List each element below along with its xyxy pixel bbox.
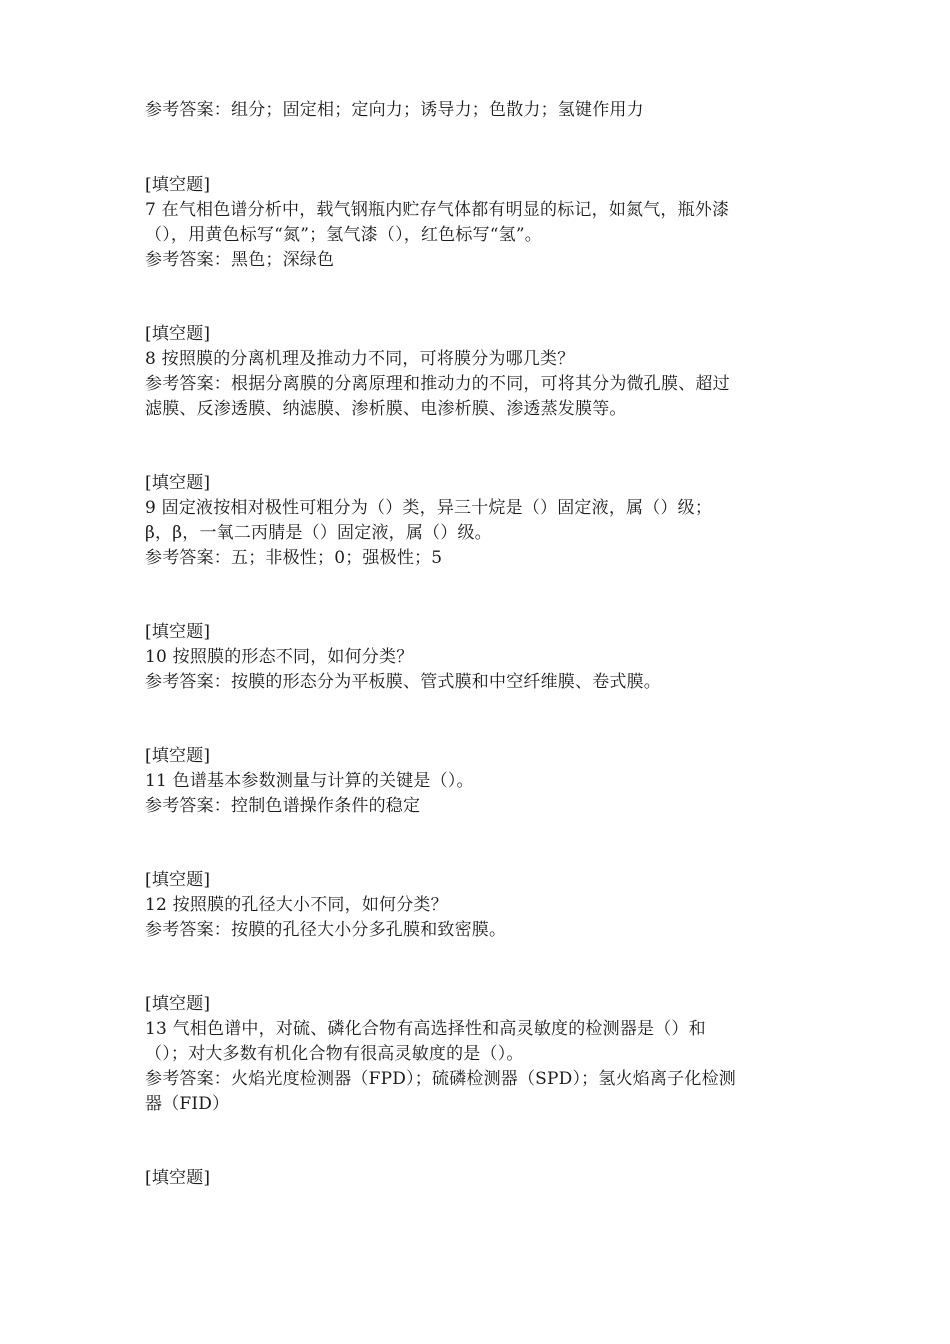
answer-text: 参考答案：五；非极性；0；强极性；5 <box>145 548 443 568</box>
question-type-tag: [填空题] <box>145 622 211 642</box>
question-type-tag: [填空题] <box>145 1168 211 1188</box>
question-text: 10 按照膜的形态不同，如何分类？ <box>145 647 414 667</box>
answer-text: 器（FID） <box>145 1094 230 1114</box>
question-type-tag: [填空题] <box>145 746 211 766</box>
answer-text: 参考答案：组分；固定相；定向力；诱导力；色散力；氢键作用力 <box>145 100 644 120</box>
answer-text: 参考答案：控制色谱操作条件的稳定 <box>145 796 421 816</box>
answer-text: 参考答案：按膜的形态分为平板膜、管式膜和中空纤维膜、卷式膜。 <box>145 672 661 692</box>
question-text: 13 气相色谱中，对硫、磷化合物有高选择性和高灵敏度的检测器是（）和 <box>145 1019 706 1039</box>
answer-text: 滤膜、反渗透膜、纳滤膜、渗析膜、电渗析膜、渗透蒸发膜等。 <box>145 399 627 419</box>
question-text: 9 固定液按相对极性可粗分为（）类，异三十烷是（）固定液，属（）级； <box>145 498 713 518</box>
answer-text: 参考答案：根据分离膜的分离原理和推动力的不同，可将其分为微孔膜、超过 <box>145 374 730 394</box>
question-text: 12 按照膜的孔径大小不同，如何分类？ <box>145 895 448 915</box>
question-text: 8 按照膜的分离机理及推动力不同，可将膜分为哪几类？ <box>145 349 575 369</box>
answer-text: 参考答案：按膜的孔径大小分多孔膜和致密膜。 <box>145 920 507 940</box>
question-text: （）；对大多数有机化合物有很高灵敏度的是（）。 <box>145 1044 524 1064</box>
answer-text: 参考答案：火焰光度检测器（FPD）；硫磷检测器（SPD）；氢火焰离子化检测 <box>145 1069 736 1089</box>
question-text: 11 色谱基本参数测量与计算的关键是（）。 <box>145 771 474 791</box>
question-text: 7 在气相色谱分析中，载气钢瓶内贮存气体都有明显的标记，如氮气，瓶外漆 <box>145 200 730 220</box>
question-text: β，β，一氧二丙腈是（）固定液，属（）级。 <box>145 523 492 543</box>
question-type-tag: [填空题] <box>145 324 211 344</box>
answer-text: 参考答案：黑色；深绿色 <box>145 250 335 270</box>
question-type-tag: [填空题] <box>145 994 211 1014</box>
question-type-tag: [填空题] <box>145 175 211 195</box>
question-type-tag: [填空题] <box>145 870 211 890</box>
question-text: （），用黄色标写“氮”；氢气漆（），红色标写“氢”。 <box>145 225 542 245</box>
question-type-tag: [填空题] <box>145 473 211 493</box>
